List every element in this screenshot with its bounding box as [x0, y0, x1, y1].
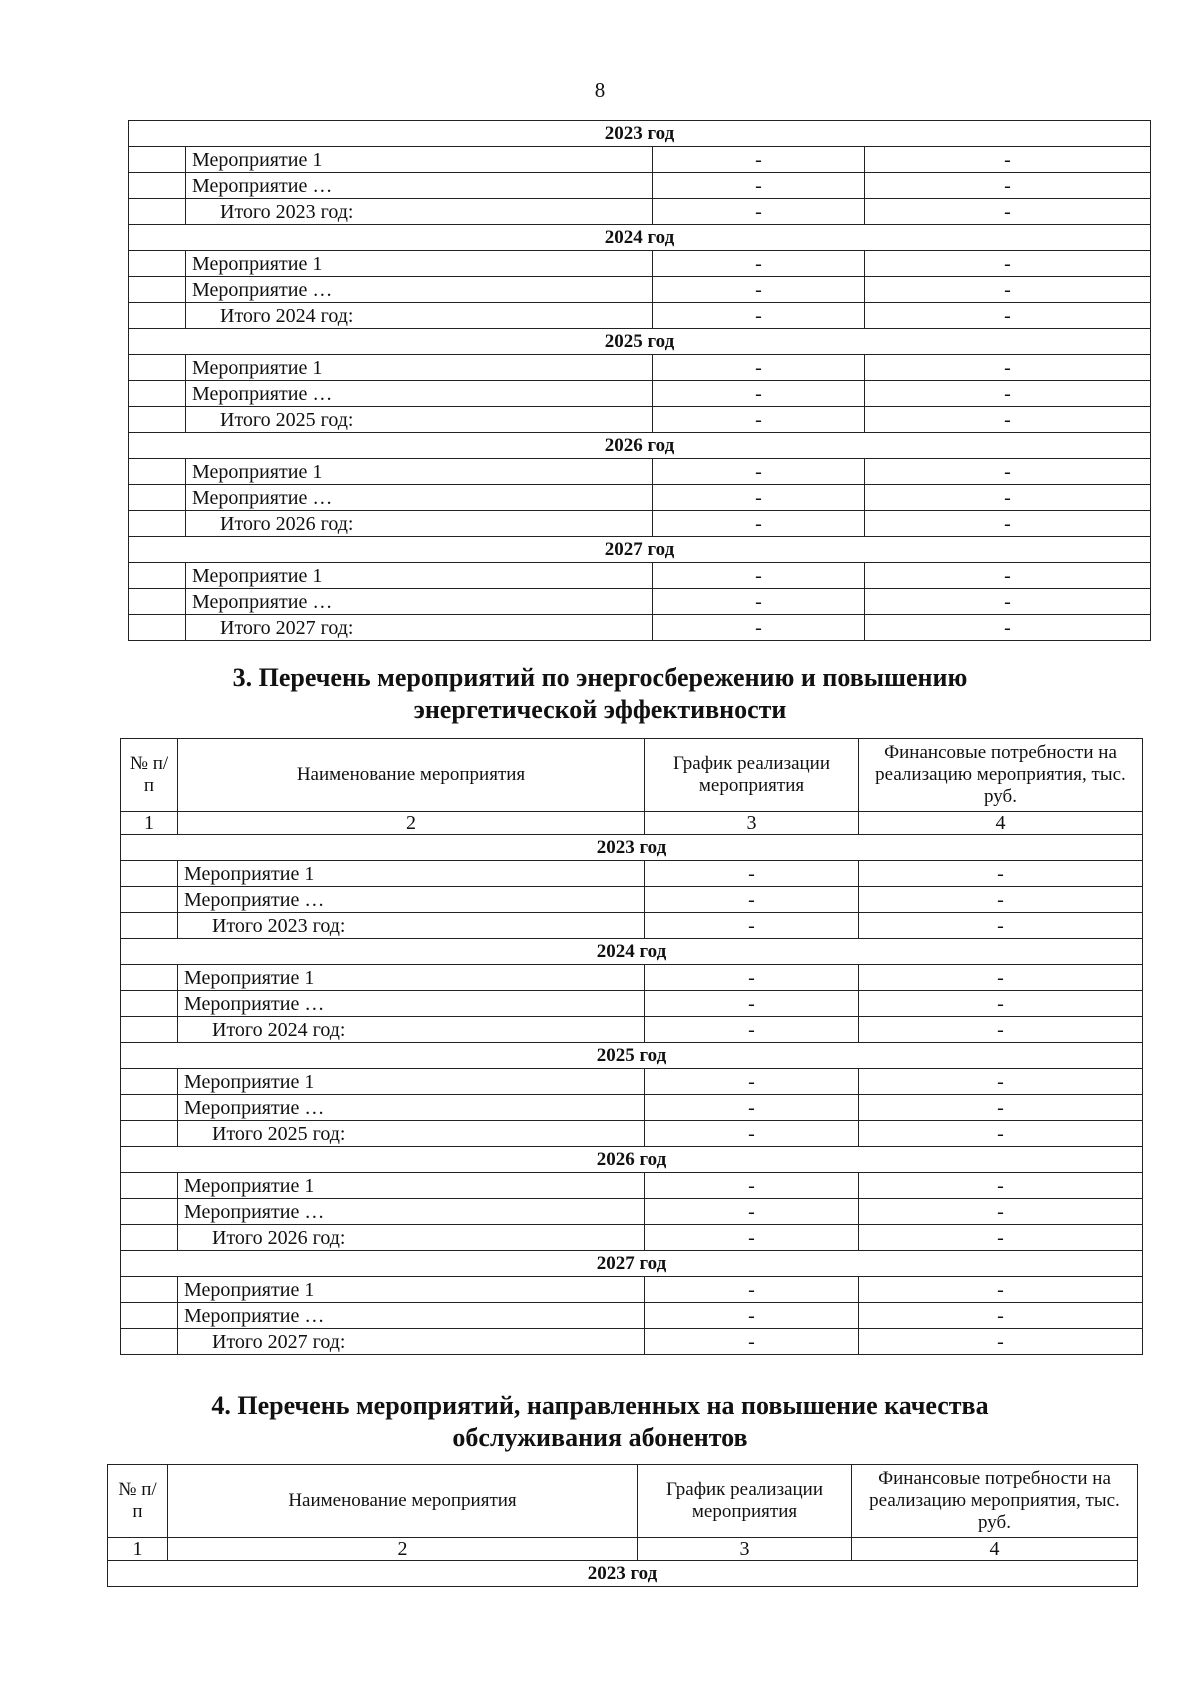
column-number: 3: [638, 1538, 852, 1561]
row-number: [129, 615, 186, 641]
row-number: [129, 485, 186, 511]
year-row: [121, 835, 1143, 861]
year-label: 2024 год: [129, 225, 1151, 251]
total-schedule: -: [645, 1017, 859, 1043]
section-4-title: [0, 1390, 1200, 1454]
row-number: [129, 563, 186, 589]
event-finance: -: [865, 251, 1151, 277]
event-schedule: -: [653, 563, 865, 589]
event-finance: -: [865, 277, 1151, 303]
total-label: Итого 2024 год:: [178, 1017, 645, 1043]
event-name: Мероприятие …: [186, 277, 653, 303]
total-schedule: -: [653, 615, 865, 641]
event-name: Мероприятие …: [178, 991, 645, 1017]
table-row: [121, 965, 1143, 991]
total-schedule: -: [653, 511, 865, 537]
table-row: [129, 251, 1151, 277]
total-finance: -: [865, 407, 1151, 433]
event-schedule: -: [653, 459, 865, 485]
event-name: Мероприятие 1: [178, 1277, 645, 1303]
row-number: [129, 355, 186, 381]
event-name: Мероприятие 1: [178, 1069, 645, 1095]
column-number-row: [108, 1538, 1138, 1561]
total-finance: -: [859, 1225, 1143, 1251]
year-row: [121, 1043, 1143, 1069]
row-number: [121, 1095, 178, 1121]
total-schedule: -: [653, 407, 865, 433]
row-number: [121, 887, 178, 913]
total-row: [121, 1225, 1143, 1251]
total-finance: -: [865, 511, 1151, 537]
header-row: [108, 1465, 1138, 1538]
row-number: [129, 459, 186, 485]
event-finance: -: [859, 991, 1143, 1017]
event-schedule: -: [645, 1095, 859, 1121]
event-name: Мероприятие …: [178, 1199, 645, 1225]
total-row: [121, 1017, 1143, 1043]
column-number: 4: [852, 1538, 1138, 1561]
event-schedule: -: [653, 147, 865, 173]
table-row: [121, 1303, 1143, 1329]
year-label: 2023 год: [129, 121, 1151, 147]
column-number: 2: [178, 812, 645, 835]
event-name: Мероприятие 1: [178, 965, 645, 991]
event-finance: -: [865, 173, 1151, 199]
table-row: [129, 589, 1151, 615]
event-schedule: -: [645, 991, 859, 1017]
row-number: [129, 147, 186, 173]
total-finance: -: [865, 303, 1151, 329]
year-row: [121, 1147, 1143, 1173]
event-finance: -: [859, 1069, 1143, 1095]
total-schedule: -: [653, 303, 865, 329]
row-number: [129, 173, 186, 199]
header-num: № п/п: [108, 1465, 168, 1538]
row-number: [129, 199, 186, 225]
table-row: [121, 887, 1143, 913]
row-number: [121, 1017, 178, 1043]
event-schedule: -: [645, 887, 859, 913]
event-name: Мероприятие …: [186, 589, 653, 615]
table-row: [129, 147, 1151, 173]
event-finance: -: [859, 1095, 1143, 1121]
event-name: Мероприятие 1: [186, 355, 653, 381]
total-row: [121, 1329, 1143, 1355]
total-schedule: -: [645, 1329, 859, 1355]
header-schedule: График реализации мероприятия: [638, 1465, 852, 1538]
table-row: [121, 1277, 1143, 1303]
energy-saving-events-table: [120, 738, 1143, 1355]
event-finance: -: [859, 965, 1143, 991]
total-finance: -: [859, 1017, 1143, 1043]
year-label: 2023 год: [121, 835, 1143, 861]
column-number: 4: [859, 812, 1143, 835]
row-number: [121, 1173, 178, 1199]
table-row: [129, 459, 1151, 485]
column-number: 2: [168, 1538, 638, 1561]
year-row: [121, 939, 1143, 965]
event-schedule: -: [653, 277, 865, 303]
table-row: [121, 1069, 1143, 1095]
section-3-title-line2: энергетической эффективности: [413, 695, 787, 724]
total-finance: -: [859, 913, 1143, 939]
event-name: Мероприятие …: [186, 173, 653, 199]
row-number: [121, 913, 178, 939]
column-number: 1: [108, 1538, 168, 1561]
row-number: [129, 589, 186, 615]
total-row: [129, 199, 1151, 225]
table-row: [129, 485, 1151, 511]
event-finance: -: [859, 1173, 1143, 1199]
total-label: Итого 2027 год:: [186, 615, 653, 641]
event-finance: -: [865, 589, 1151, 615]
total-row: [129, 511, 1151, 537]
header-row: [121, 739, 1143, 812]
event-finance: -: [865, 147, 1151, 173]
event-schedule: -: [653, 485, 865, 511]
event-name: Мероприятие 1: [186, 563, 653, 589]
total-label: Итого 2023 год:: [186, 199, 653, 225]
header-finance: Финансовые потребности на реализацию мероприятия, тыс. руб.: [852, 1465, 1138, 1538]
event-name: Мероприятие …: [186, 485, 653, 511]
row-number: [121, 965, 178, 991]
row-number: [121, 861, 178, 887]
total-row: [129, 303, 1151, 329]
column-number-row: [121, 812, 1143, 835]
event-schedule: -: [645, 965, 859, 991]
event-finance: -: [865, 355, 1151, 381]
year-row: [108, 1561, 1138, 1587]
header-schedule: График реализации мероприятия: [645, 739, 859, 812]
table-row: [121, 1173, 1143, 1199]
event-schedule: -: [645, 1277, 859, 1303]
row-number: [129, 511, 186, 537]
section-3-title: [0, 662, 1200, 726]
year-label: 2026 год: [121, 1147, 1143, 1173]
row-number: [121, 1329, 178, 1355]
total-schedule: -: [653, 199, 865, 225]
table-row: [129, 277, 1151, 303]
event-name: Мероприятие 1: [178, 861, 645, 887]
page-number: 8: [594, 78, 606, 102]
total-row: [129, 407, 1151, 433]
event-schedule: -: [653, 589, 865, 615]
table-row: [121, 991, 1143, 1017]
row-number: [129, 277, 186, 303]
section-4-title-line1: 4. Перечень мероприятий, направленных на повышение качества: [211, 1391, 989, 1420]
column-number: 1: [121, 812, 178, 835]
total-label: Итого 2026 год:: [178, 1225, 645, 1251]
section-4-title-line2: обслуживания абонентов: [452, 1423, 748, 1452]
total-row: [129, 615, 1151, 641]
event-name: Мероприятие …: [178, 1303, 645, 1329]
event-name: Мероприятие 1: [186, 147, 653, 173]
total-label: Итого 2027 год:: [178, 1329, 645, 1355]
event-name: Мероприятие …: [178, 887, 645, 913]
event-finance: -: [859, 1277, 1143, 1303]
event-schedule: -: [653, 381, 865, 407]
table-row: [129, 563, 1151, 589]
table-row: [129, 355, 1151, 381]
year-label: 2027 год: [121, 1251, 1143, 1277]
row-number: [121, 1121, 178, 1147]
event-schedule: -: [645, 861, 859, 887]
event-finance: -: [865, 485, 1151, 511]
event-name: Мероприятие …: [178, 1095, 645, 1121]
year-row: [129, 121, 1151, 147]
year-label: 2023 год: [108, 1561, 1138, 1587]
row-number: [121, 1277, 178, 1303]
table-row: [129, 173, 1151, 199]
row-number: [129, 251, 186, 277]
total-label: Итого 2023 год:: [178, 913, 645, 939]
row-number: [121, 1199, 178, 1225]
total-label: Итого 2025 год:: [178, 1121, 645, 1147]
year-row: [129, 433, 1151, 459]
event-finance: -: [859, 861, 1143, 887]
table-row: [129, 381, 1151, 407]
year-row: [129, 537, 1151, 563]
row-number: [121, 1303, 178, 1329]
total-label: Итого 2025 год:: [186, 407, 653, 433]
event-schedule: -: [653, 251, 865, 277]
row-number: [129, 407, 186, 433]
row-number: [121, 1225, 178, 1251]
total-finance: -: [859, 1121, 1143, 1147]
header-name: Наименование мероприятия: [178, 739, 645, 812]
row-number: [121, 1069, 178, 1095]
event-finance: -: [859, 887, 1143, 913]
total-finance: -: [859, 1329, 1143, 1355]
event-name: Мероприятие 1: [178, 1173, 645, 1199]
event-finance: -: [865, 563, 1151, 589]
year-row: [121, 1251, 1143, 1277]
table-row: [121, 861, 1143, 887]
event-schedule: -: [653, 355, 865, 381]
section-3-title-line1: 3. Перечень мероприятий по энергосбережению и повышению: [232, 663, 968, 692]
service-quality-events-table: [107, 1464, 1138, 1587]
total-row: [121, 913, 1143, 939]
event-finance: -: [865, 459, 1151, 485]
header-finance: Финансовые потребности на реализацию мероприятия, тыс. руб.: [859, 739, 1143, 812]
year-label: 2025 год: [129, 329, 1151, 355]
event-schedule: -: [653, 173, 865, 199]
event-schedule: -: [645, 1173, 859, 1199]
year-row: [129, 329, 1151, 355]
year-label: 2025 год: [121, 1043, 1143, 1069]
header-num: № п/п: [121, 739, 178, 812]
row-number: [129, 303, 186, 329]
year-row: [129, 225, 1151, 251]
row-number: [121, 991, 178, 1017]
year-label: 2024 год: [121, 939, 1143, 965]
total-label: Итого 2024 год:: [186, 303, 653, 329]
total-label: Итого 2026 год:: [186, 511, 653, 537]
total-row: [121, 1121, 1143, 1147]
total-finance: -: [865, 615, 1151, 641]
event-name: Мероприятие 1: [186, 251, 653, 277]
column-number: 3: [645, 812, 859, 835]
total-schedule: -: [645, 913, 859, 939]
events-table-continued: [128, 120, 1151, 641]
row-number: [129, 381, 186, 407]
event-name: Мероприятие 1: [186, 459, 653, 485]
event-finance: -: [859, 1199, 1143, 1225]
total-schedule: -: [645, 1121, 859, 1147]
event-name: Мероприятие …: [186, 381, 653, 407]
event-finance: -: [859, 1303, 1143, 1329]
total-finance: -: [865, 199, 1151, 225]
year-label: 2026 год: [129, 433, 1151, 459]
table-row: [121, 1199, 1143, 1225]
header-name: Наименование мероприятия: [168, 1465, 638, 1538]
table-row: [121, 1095, 1143, 1121]
year-label: 2027 год: [129, 537, 1151, 563]
event-finance: -: [865, 381, 1151, 407]
event-schedule: -: [645, 1199, 859, 1225]
event-schedule: -: [645, 1069, 859, 1095]
total-schedule: -: [645, 1225, 859, 1251]
event-schedule: -: [645, 1303, 859, 1329]
